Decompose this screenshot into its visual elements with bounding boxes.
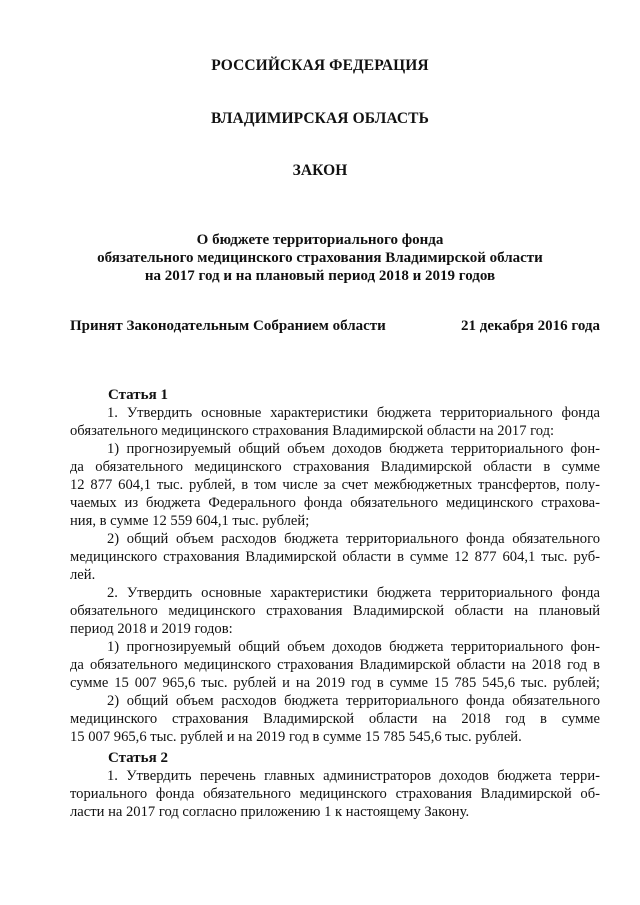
- law-title-line: на 2017 год и на плановый период 2018 и 2019 годов: [144, 268, 496, 284]
- text-line: медицинского страхования Владимирской области на 2018 год в сумме: [70, 711, 600, 727]
- text-line: 1. Утвердить перечень главных администраторов доходов бюджета терри-: [107, 768, 600, 784]
- text-line: 1) прогнозируемый общий объем доходов бюджета территориального фон-: [107, 639, 600, 655]
- article-1-text: [70, 404, 600, 746]
- text-line: да обязательного медицинского страхования Владимирской области в сумме: [70, 459, 600, 475]
- text-line: период 2018 и 2019 годов:: [70, 621, 233, 637]
- text-line: ториального фонда обязательного медицинского страхования Владимирской об-: [70, 786, 600, 802]
- text-line: лей.: [70, 567, 96, 583]
- text-line: да обязательного медицинского страхования Владимирской области на 2018 год в: [70, 657, 600, 673]
- law-title: [0, 231, 640, 285]
- text-line: ния, в сумме 12 559 604,1 тыс. рублей;: [70, 513, 310, 529]
- law-title-line: О бюджете территориального фонда: [196, 232, 444, 248]
- text-line: 15 007 965,6 тыс. рублей и на 2019 год в сумме 15 785 545,6 тыс. рублей.: [70, 729, 522, 745]
- doc-type-heading: ЗАКОН: [292, 162, 348, 179]
- text-line: 1) прогнозируемый общий объем доходов бюджета территориального фон-: [107, 441, 600, 457]
- adopted-by: Принят Законодательным Собранием области: [70, 318, 386, 334]
- country-heading: РОССИЙСКАЯ ФЕДЕРАЦИЯ: [211, 57, 429, 74]
- article-1-heading: Статья 1: [108, 387, 168, 403]
- adoption-date: 21 декабря 2016 года: [461, 318, 600, 334]
- text-line: 2. Утвердить основные характеристики бюджета территориального фонда: [107, 585, 600, 601]
- text-line: 2) общий объем расходов бюджета территориального фонда обязательного: [107, 693, 600, 709]
- text-line: ласти на 2017 год согласно приложению 1 к настоящему Закону.: [70, 804, 470, 820]
- text-line: сумме 15 007 965,6 тыс. рублей и на 2019 год в сумме 15 785 545,6 тыс. рублей;: [70, 675, 600, 691]
- text-line: чаемых из бюджета Федерального фонда обязательного медицинского страхова-: [70, 495, 600, 511]
- text-line: обязательного медицинского страхования Владимирской области на 2017 год:: [70, 423, 555, 439]
- text-line: 1. Утвердить основные характеристики бюджета территориального фонда: [107, 405, 600, 421]
- article-2-heading: Статья 2: [108, 750, 168, 766]
- article-2-text: [70, 767, 600, 821]
- text-line: 2) общий объем расходов бюджета территориального фонда обязательного: [107, 531, 600, 547]
- text-line: медицинского страхования Владимирской области в сумме 12 877 604,1 тыс. руб-: [70, 549, 600, 565]
- text-line: обязательного медицинского страхования Владимирской области на плановый: [70, 603, 600, 619]
- adoption-line: [70, 318, 600, 335]
- law-title-line: обязательного медицинского страхования Владимирской области: [97, 250, 543, 266]
- region-heading: ВЛАДИМИРСКАЯ ОБЛАСТЬ: [211, 110, 429, 127]
- text-line: 12 877 604,1 тыс. рублей, в том числе за счет межбюджетных трансфертов, полу-: [70, 477, 600, 493]
